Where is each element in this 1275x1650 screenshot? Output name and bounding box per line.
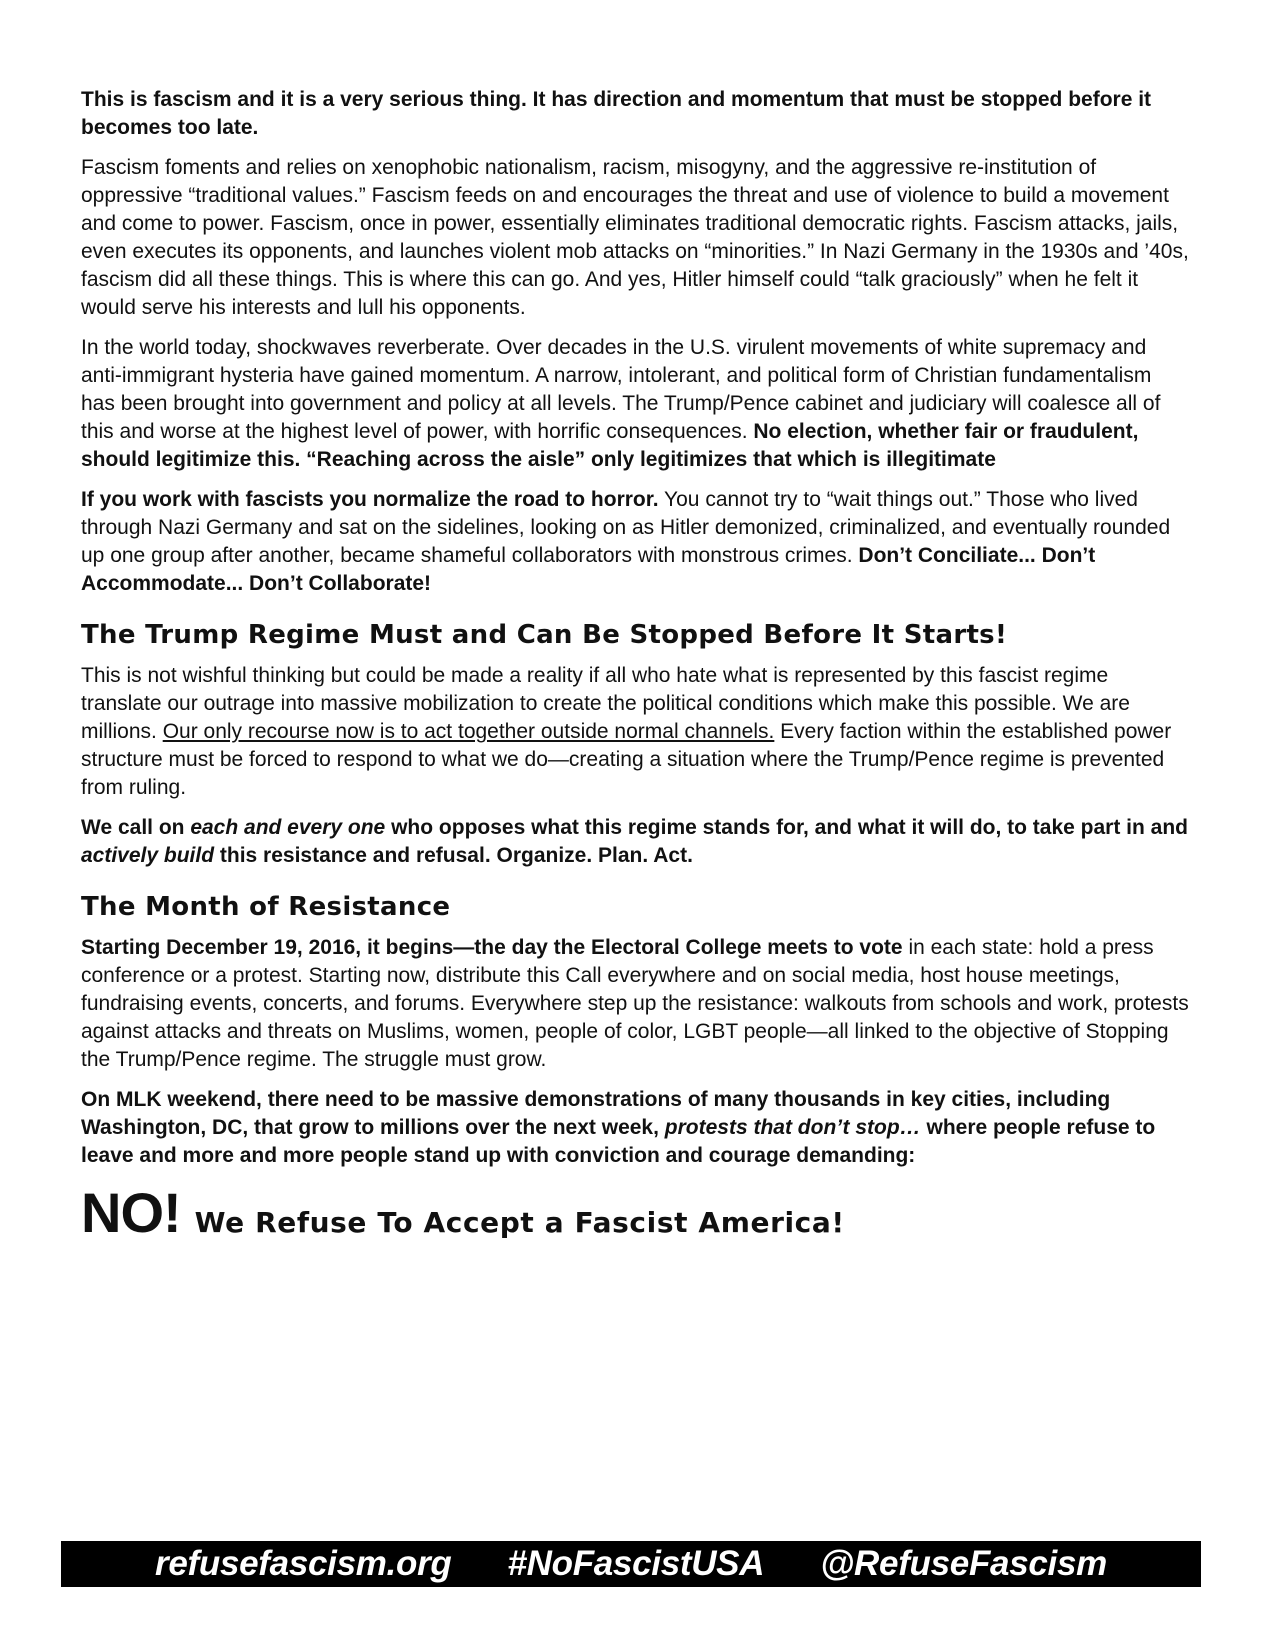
call-to-action-italic-d: actively build [81,844,215,867]
call-to-action-text-a: We call on [81,816,191,839]
mlk-weekend-italic-b: protests that don’t stop… [664,1116,921,1139]
document-body [81,86,1191,1244]
not-wishful-thinking-text-2: Every faction within the established power structure must be forced to respond to what we do—creating a situation where the Trump/Pence regime is prevented from ruling. [81,720,1172,799]
paragraph-work-with-fascists [81,486,1191,598]
paragraph-intro [81,86,1191,142]
not-wishful-thinking-text-1: This is not wishful thinking but could be made a reality if all who hate what is represented by this fascist regime translate our outrage into massive mobilization to create the political conditions which make this possible. We are millions. [81,664,1130,743]
work-with-fascists-bold-lead: If you work with fascists you normalize the road to horror. [81,488,659,511]
heading-month-of-resistance: The Month of Resistance [81,892,451,922]
work-with-fascists-text: You cannot try to “wait things out.” Those who lived through Nazi Germany and sat on the sidelines, looking on as Hitler demonized, criminalized, and eventually rounded up one group after another, became shameful collaborators with monstrous crimes. [81,488,1171,567]
footer-website-link[interactable]: refusefascism.org [155,1544,452,1583]
footer-twitter-handle[interactable]: @RefuseFascism [820,1544,1107,1583]
world-today-text: In the world today, shockwaves reverberate. Over decades in the U.S. virulent movements of white supremacy and anti-immigrant hysteria have gained momentum. A narrow, intolerant, and political form of Christian fundamentalism has been brought into government and policy at all levels. The Trump/Pence cabinet and judiciary will coalesce all of this and worse at the highest level of power, with horrific consequences. [81,336,1161,443]
fascism-definition-text: Fascism foments and relies on xenophobic nationalism, racism, misogyny, and the aggressive re-institution of oppressive “traditional values.” Fascism feeds on and encourages the threat and use of violence to build a movement and come to power. Fascism, once in power, essentially eliminates traditional democratic rights. Fascism attacks, jails, even executes its opponents, and launches violent mob attacks on “minorities.” In Nazi Germany in the 1930s and ’40s, fascism did all these things. This is where this can go. And yes, Hitler himself could “talk graciously” when he felt it would serve his interests and lull his opponents. [81,156,1189,319]
paragraph-call-to-action [81,814,1191,870]
call-to-action-text-e: this resistance and refusal. Organize. Plan. Act. [214,844,693,867]
paragraph-mlk-weekend [81,1086,1191,1170]
paragraph-not-wishful-thinking [81,662,1191,802]
world-today-bold-text: No election, whether fair or fraudulent, should legitimize this. “Reaching across the aisle” only legitimizes that which is illegitimate [81,420,1139,471]
footer-bar [61,1541,1201,1587]
intro-bold-text: This is fascism and it is a very serious thing. It has direction and momentum that must be stopped before it becomes too late. [81,88,1152,139]
paragraph-starting-december [81,934,1191,1074]
starting-december-bold-text: Starting December 19, 2016, it begins—the day the Electoral College meets to vote [81,936,903,959]
footer-hashtag[interactable]: #NoFascistUSA [507,1544,765,1583]
call-to-action-text-c: who opposes what this regime stands for, and what it will do, to take part in and [385,816,1189,839]
only-recourse-underlined-text: Our only recourse now is to act together outside normal channels. [162,720,775,743]
paragraph-world-today [81,334,1191,474]
mlk-weekend-text-a: On MLK weekend, there need to be massive demonstrations of many thousands in key cities, including Washington, DC, that grow to millions over the next week, [81,1088,1111,1139]
call-to-action-italic-b: each and every one [190,816,386,839]
dont-collaborate-bold-text: Don’t Conciliate... Don’t Accommodate... Don’t Collaborate! [81,544,1096,595]
final-no-text: NO! [81,1181,181,1244]
final-refuse-text: We Refuse To Accept a Fascist America! [194,1206,845,1239]
final-slogan [81,1182,1191,1244]
heading-regime-must-be-stopped: The Trump Regime Must and Can Be Stopped Before It Starts! [81,620,1008,650]
starting-december-text: in each state: hold a press conference or a protest. Starting now, distribute this Call everywhere and on social media, host house meetings, fundraising events, concerts, and forums. Everywhere step up the resistance: walkouts from schools and work, protests against attacks and threats on Muslims, women, people of color, LGBT people—all linked to the objective of Stopping the Trump/Pence regime. The struggle must grow. [81,936,1189,1071]
mlk-weekend-text-c: where people refuse to leave and more and more people stand up with conviction and courage demanding: [81,1116,1156,1167]
paragraph-fascism-definition [81,154,1191,322]
